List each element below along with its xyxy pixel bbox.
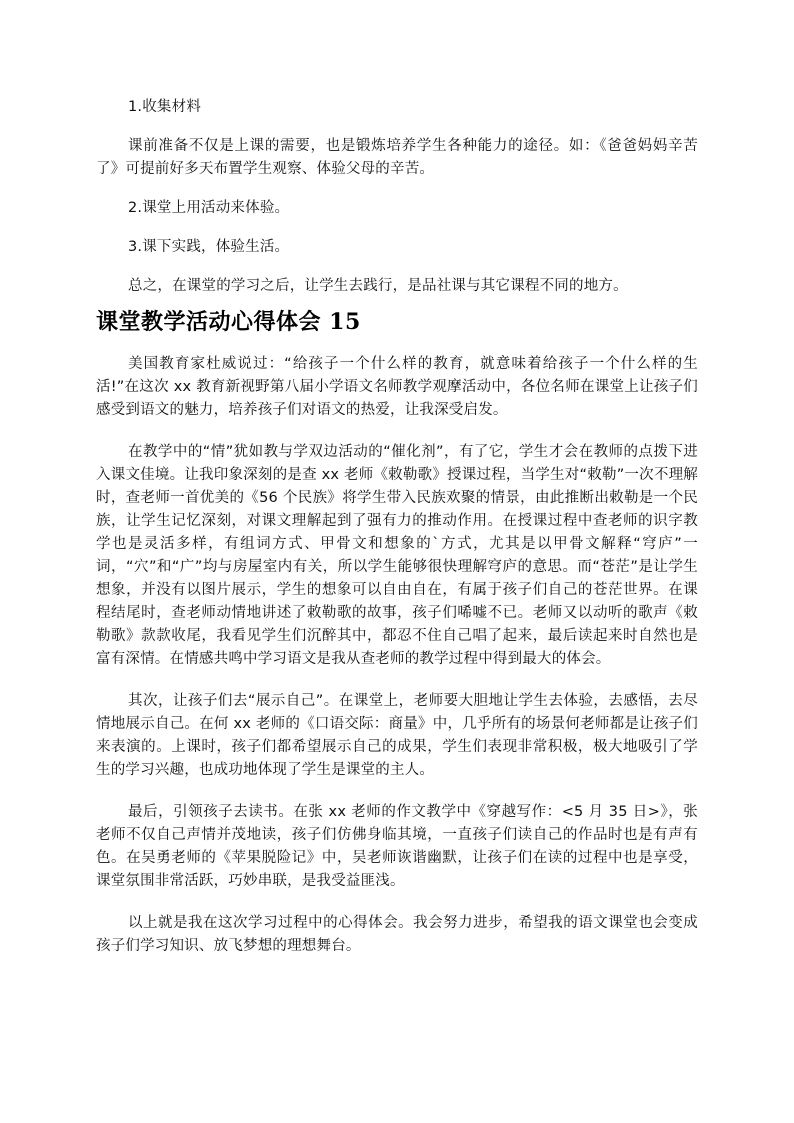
body-paragraph: 在教学中的“情”犹如教与学双边活动的“催化剂”，有了它，学生才会在教师的点拨下进入课文佳境。让我印象深刻的是查 xx 老师《敕勒歌》授课过程，当学生对“敕勒”一次不理解时，查老师一首优美的《56 个民族》将学生带入民族欢聚的情景，由此推断出敕勒是一个民族，让学生记忆深刻，对课文理解起到了强有力的推动作用。在授课过程中查老师的识字教学也是灵活多样，有组词方式、甲骨文和想象的`方式，尤其是以甲骨文解释“穹庐”一词，“穴”和“广”均与房屋室内有关，所以学生能够很快理解穹庐的意思。而“苍茫”是让学生想象，并没有以图片展示，学生的想象可以自由自在，有属于孩子们自己的苍茫世界。在课程结尾时，查老师动情地讲述了敕勒歌的故事，孩子们唏嘘不已。老师又以动听的歌声《敕勒歌》款款收尾，我看见学生们沉醉其中，都忍不住自己唱了起来，最后读起来时自然也是富有深情。在情感共鸣中学习语文是我从查老师的教学过程中得到最大的体会。 [96, 444, 698, 667]
body-paragraph: 其次，让孩子们去“展示自己”。在课堂上，老师要大胆地让学生去体验，去感悟，去尽情地展示自己。在何 xx 老师的《口语交际：商量》中，几乎所有的场景何老师都是让孩子们来表演的。上课时，孩子们都希望展示自己的成果，学生们表现非常积极，极大地吸引了学生的学习兴趣，也成功地体现了学生是课堂的主人。 [96, 693, 698, 778]
intro-paragraph-conclusion: 总之，在课堂的学习之后，让学生去践行，是品社课与其它课程不同的地方。 [128, 278, 628, 294]
intro-item-practice: 3.课下实践，体验生活。 [128, 239, 290, 255]
body-paragraph: 以上就是我在这次学习过程中的心得体会。我会努力进步，希望我的语文课堂也会变成孩子们学习知识、放飞梦想的理想舞台。 [96, 915, 698, 954]
intro-item-classroom-activity: 2.课堂上用活动来体验。 [128, 200, 290, 216]
document-page [96, 96, 698, 958]
body-paragraph: 美国教育家杜威说过：“给孩子一个什么样的教育，就意味着给孩子一个什么样的生活!”在这次 xx 教育新视野第八届小学语文名师教学观摩活动中，各位名师在课堂上让孩子们感受到语文的魅力，培养孩子们对语文的热爱，让我深受启发。 [96, 356, 698, 418]
section-heading: 课堂教学活动心得体会 15 [96, 309, 361, 335]
intro-item-collect-materials: 1.收集材料 [128, 99, 202, 115]
intro-paragraph-preparation: 课前准备不仅是上课的需要，也是锻炼培养学生各种能力的途径。如：《爸爸妈妈辛苦了》可提前好多天布置学生观察、体验父母的辛苦。 [96, 138, 698, 177]
body-paragraph: 最后，引领孩子去读书。在张 xx 老师的作文教学中《穿越写作：<5 月 35 日>》，张老师不仅自己声情并茂地读，孩子们仿佛身临其境，一直孩子们读自己的作品时也是有声有色。在吴勇老师的《苹果脱险记》中，吴老师诙谐幽默，让孩子们在读的过程中也是享受，课堂氛围非常活跃，巧妙串联，是我受益匪浅。 [96, 804, 698, 889]
